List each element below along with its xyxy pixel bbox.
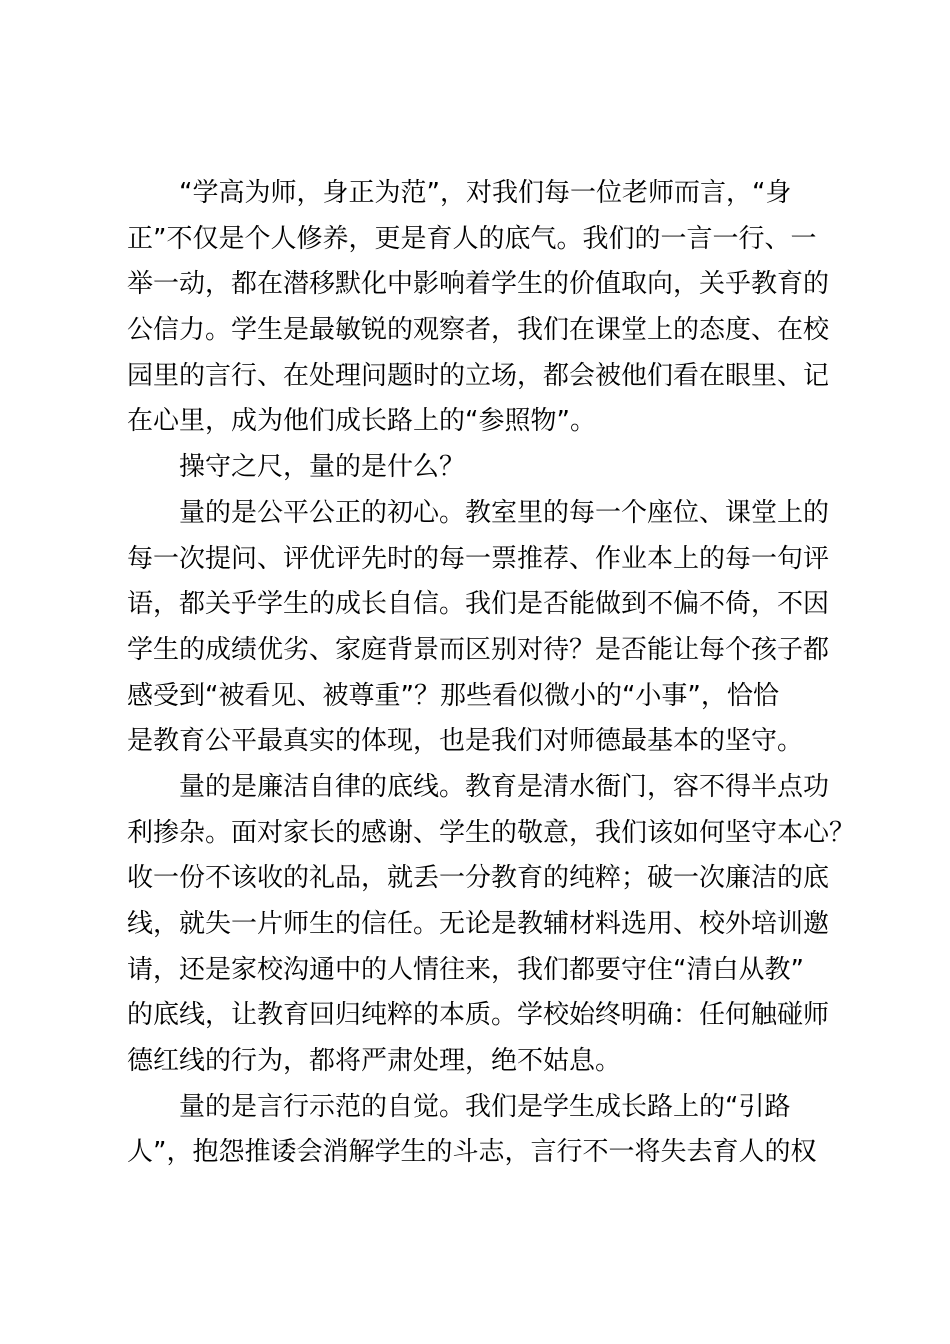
text-line: 在心里，成为他们成长路上的“参照物”。 [127,406,596,437]
document-body [127,171,856,1176]
text-line: 量的是言行示范的自觉。我们是学生成长路上的“引路 [179,1091,791,1122]
text-line: 线，就失一片师生的信任。无论是教辅材料选用、校外培训邀 [127,909,830,939]
text-line: 德红线的行为，都将严肃处理，绝不姑息。 [127,1046,622,1077]
text-line: 感受到“被看见、被尊重”？那些看似微小的“小事”，恰恰 [127,680,779,711]
text-line: 公信力。学生是最敏锐的观察者，我们在课堂上的态度、在校 [127,315,830,346]
text-line: 人”，抱怨推诿会消解学生的斗志，言行不一将失去育人的权 [127,1137,817,1168]
text-line: 量的是公平公正的初心。教室里的每一个座位、课堂上的 [179,497,830,528]
text-line: 语，都关乎学生的成长自信。我们是否能做到不偏不倚，不因 [127,589,830,620]
text-line: 每一次提问、评优评先时的每一票推荐、作业本上的每一句评 [127,543,830,574]
text-line: 请，还是家校沟通中的人情往来，我们都要守住“清白从教” [127,954,804,985]
text-line: 学生的成绩优劣、家庭背景而区别对待？是否能让每个孩子都 [127,634,830,665]
text-line: 园里的言行、在处理问题时的立场，都会被他们看在眼里、记 [127,360,830,391]
text-line: 收一份不该收的礼品，就丢一分教育的纯粹；破一次廉洁的底 [127,863,830,894]
text-line: 正”不仅是个人修养，更是育人的底气。我们的一言一行、一 [127,223,817,254]
text-line: 量的是廉洁自律的底线。教育是清水衙门，容不得半点功 [179,771,830,802]
text-line: 的底线，让教育回归纯粹的本质。学校始终明确：任何触碰师 [127,1000,830,1031]
section-question: 操守之尺，量的是什么？ [179,452,466,483]
text-line: 是教育公平最真实的体现，也是我们对师德最基本的坚守。 [127,726,804,757]
text-line: “学高为师，身正为范”，对我们每一位老师而言，“身 [179,178,792,208]
text-line: 举一动，都在潜移默化中影响着学生的价值取向，关乎教育的 [127,269,830,300]
text-line: 利掺杂。面对家长的感谢、学生的敬意，我们该如何坚守本心？ [127,817,856,848]
